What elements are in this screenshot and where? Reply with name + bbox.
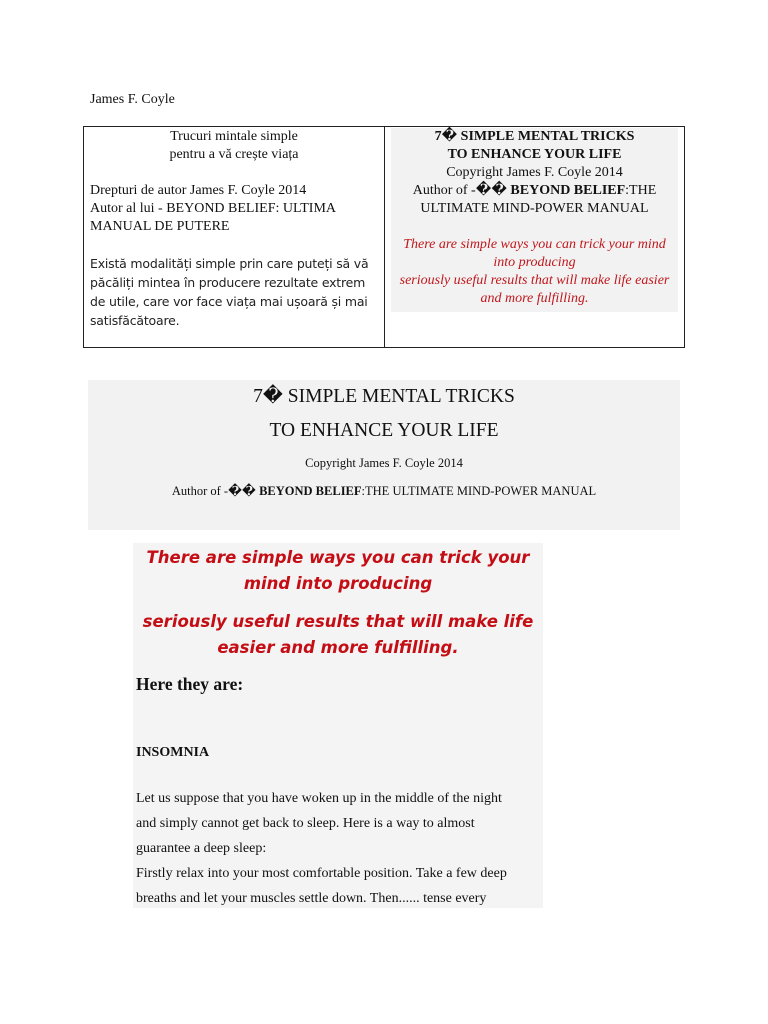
english-column	[385, 127, 684, 347]
english-copyright: Copyright James F. Coyle 2014	[446, 165, 623, 180]
title-banner	[88, 380, 680, 530]
english-author-line	[393, 182, 676, 218]
banner-copyright: Copyright James F. Coyle 2014	[305, 456, 463, 470]
author-name: James F. Coyle	[90, 92, 175, 107]
banner-title-line-1: 7� SIMPLE MENTAL TRICKS	[253, 386, 515, 407]
book-title-bold: BEYOND BELIEF	[506, 183, 626, 198]
english-title-line-2: TO ENHANCE YOUR LIFE	[447, 147, 622, 162]
english-red-text-1: There are simple ways you can trick your mind into producing	[403, 237, 666, 270]
banner-author-line	[88, 483, 680, 499]
romanian-description: Există modalități simple prin care puteți să vă păcăliți mintea în producere rezultate extrem de utile, care vor face viața mai ușoară și mai satisfăcătoare.	[90, 256, 369, 328]
paragraph-line: guarantee a deep sleep:	[136, 841, 267, 856]
intro-red-line: mind into producing	[243, 574, 433, 593]
english-title-line-1: 7� SIMPLE MENTAL TRICKS	[434, 129, 635, 144]
intro-red-line: seriously useful results that will make life	[142, 612, 534, 631]
banner-book-title-bold: BEYOND BELIEF	[255, 484, 362, 498]
body-panel	[133, 543, 543, 908]
paragraph-line: breaths and let your muscles settle down. Then...... tense every	[136, 891, 487, 906]
book-title-rest: :THE ULTIMATE MIND-POWER MANUAL	[420, 183, 657, 216]
romanian-copyright: Drepturi de autor James F. Coyle 2014	[90, 183, 307, 198]
english-shaded-block	[391, 128, 678, 312]
paragraph-line: Firstly relax into your most comfortable position. Take a few deep	[136, 866, 507, 881]
here-they-are-heading: Here they are:	[136, 674, 244, 694]
intro-red-block-1	[133, 545, 543, 597]
paragraph-line: Let us suppose that you have woken up in the middle of the night	[136, 791, 502, 806]
intro-red-line: There are simple ways you can trick your	[146, 548, 530, 567]
banner-book-title-rest: :THE ULTIMATE MIND-POWER MANUAL	[361, 484, 597, 498]
english-red-text-2: seriously useful results that will make life easier and more fulfilling.	[399, 273, 670, 306]
author-symbols: ��	[475, 183, 507, 198]
intro-red-block-2	[133, 609, 543, 661]
insomnia-paragraph	[136, 786, 541, 911]
banner-author-prefix: Author of -	[171, 484, 229, 498]
romanian-title-line-1: Trucuri mintale simple	[170, 129, 298, 144]
intro-red-line: easier and more fulfilling.	[217, 638, 459, 657]
banner-author-symbols: ��	[228, 484, 256, 498]
bilingual-table	[83, 126, 685, 348]
romanian-author-line: Autor al lui - BEYOND BELIEF: ULTIMA MANUAL DE PUTERE	[90, 201, 336, 234]
romanian-column	[84, 127, 385, 347]
author-prefix: Author of -	[412, 183, 476, 198]
section-heading-insomnia: INSOMNIA	[136, 745, 210, 760]
paragraph-line: and simply cannot get back to sleep. Here is a way to almost	[136, 816, 475, 831]
banner-title-line-2: TO ENHANCE YOUR LIFE	[269, 420, 499, 441]
romanian-title-line-2: pentru a vă crește viața	[169, 147, 299, 162]
